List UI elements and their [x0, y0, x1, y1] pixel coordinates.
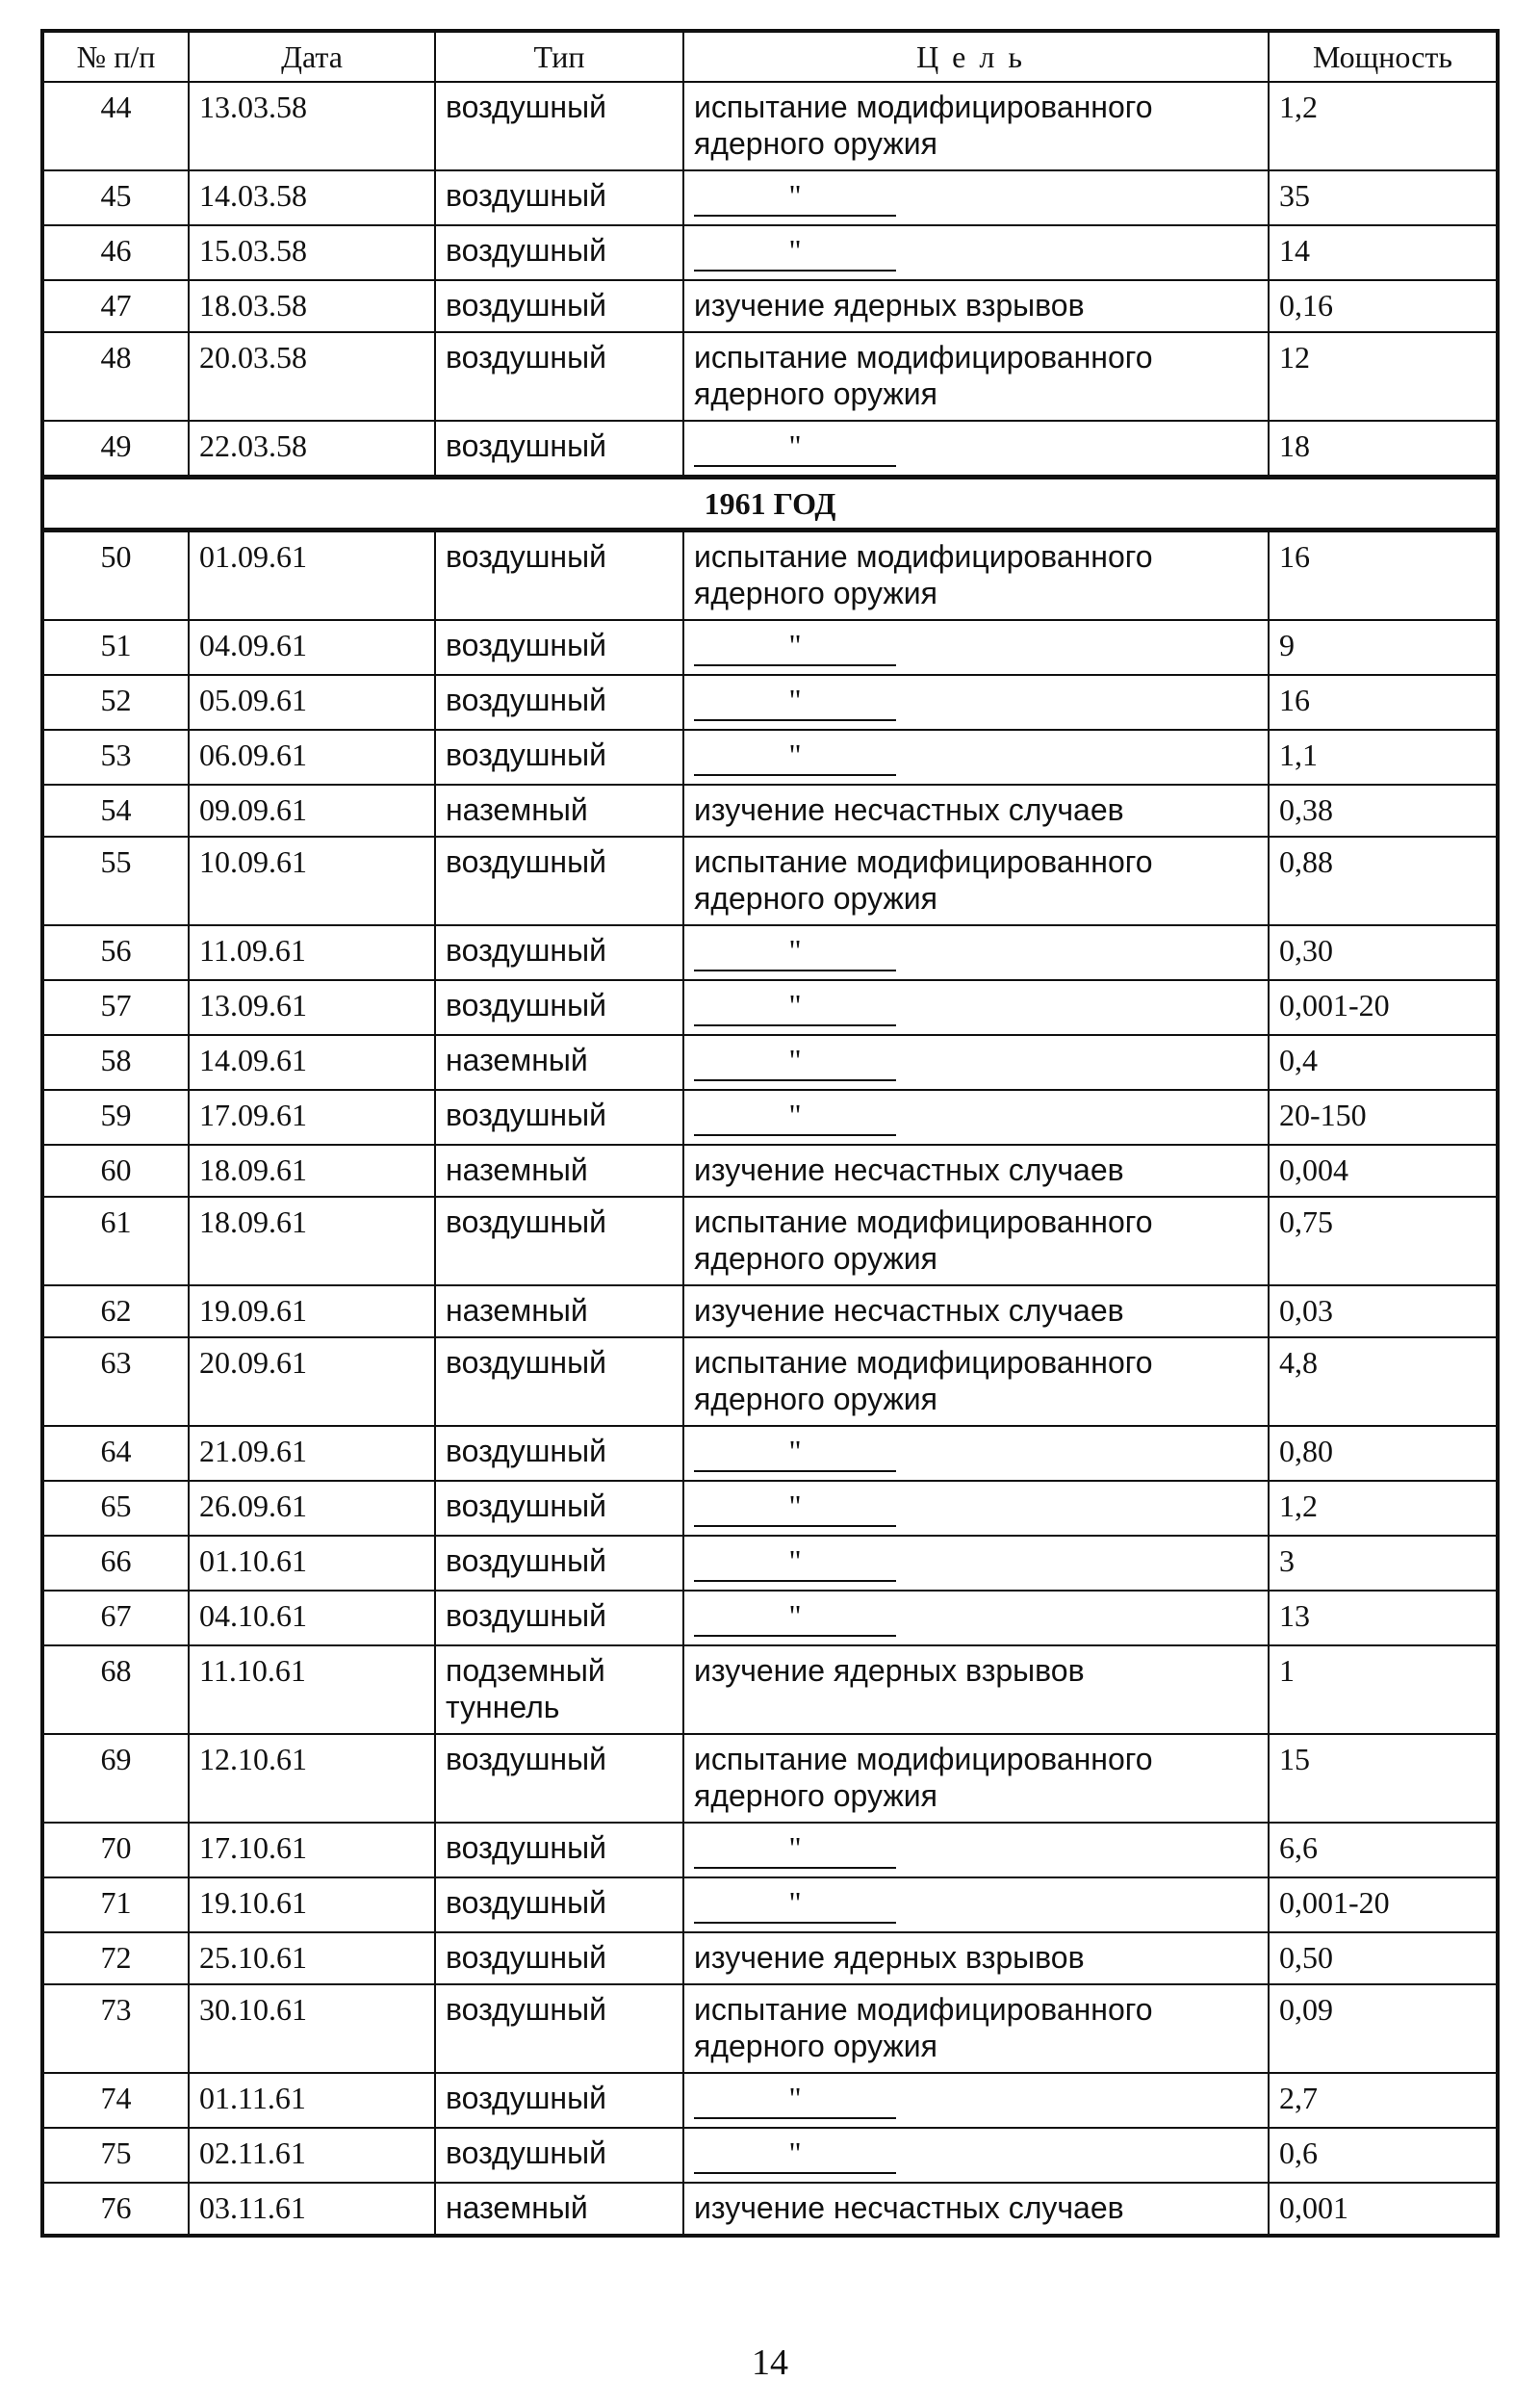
row-number: 75 — [42, 2128, 189, 2183]
row-type: воздушный — [435, 730, 683, 785]
row-goal: испытание модифицированного ядерного оружия — [683, 1197, 1269, 1285]
row-date: 21.09.61 — [189, 1426, 435, 1481]
row-goal: испытание модифицированного ядерного оружия — [683, 837, 1269, 925]
row-power: 0,38 — [1269, 785, 1498, 837]
row-power: 0,001-20 — [1269, 1877, 1498, 1932]
table-row — [42, 785, 1498, 837]
row-power: 13 — [1269, 1591, 1498, 1645]
row-date: 26.09.61 — [189, 1481, 435, 1536]
row-type: воздушный — [435, 332, 683, 421]
row-type: воздушный — [435, 620, 683, 675]
table-row — [42, 1591, 1498, 1645]
row-type: воздушный — [435, 280, 683, 332]
row-power: 0,001 — [1269, 2183, 1498, 2236]
table-row — [42, 1481, 1498, 1536]
ditto-mark: " — [694, 635, 896, 666]
row-date: 22.03.58 — [189, 421, 435, 478]
row-type: наземный — [435, 2183, 683, 2236]
row-power: 4,8 — [1269, 1337, 1498, 1426]
row-power: 0,4 — [1269, 1035, 1498, 1090]
row-goal — [683, 925, 1269, 980]
row-power: 0,50 — [1269, 1932, 1498, 1984]
row-power: 35 — [1269, 170, 1498, 225]
row-date: 18.09.61 — [189, 1197, 435, 1285]
row-number: 47 — [42, 280, 189, 332]
ditto-mark: " — [694, 2088, 896, 2119]
row-power: 1,1 — [1269, 730, 1498, 785]
row-date: 18.09.61 — [189, 1145, 435, 1197]
row-goal: изучение несчастных случаев — [683, 1145, 1269, 1197]
row-power: 0,004 — [1269, 1145, 1498, 1197]
row-date: 30.10.61 — [189, 1984, 435, 2073]
row-date: 13.09.61 — [189, 980, 435, 1035]
table-row — [42, 1984, 1498, 2073]
row-type: воздушный — [435, 225, 683, 280]
row-type: воздушный — [435, 1877, 683, 1932]
row-goal: изучение ядерных взрывов — [683, 1932, 1269, 1984]
row-power: 0,09 — [1269, 1984, 1498, 2073]
row-date: 11.10.61 — [189, 1645, 435, 1734]
header-type: Тип — [435, 31, 683, 82]
row-number: 60 — [42, 1145, 189, 1197]
row-date: 25.10.61 — [189, 1932, 435, 1984]
ditto-mark: " — [694, 941, 896, 971]
header-date: Дата — [189, 31, 435, 82]
row-power: 16 — [1269, 531, 1498, 621]
rows-1958 — [42, 82, 1498, 478]
row-goal: испытание модифицированного ядерного оружия — [683, 1734, 1269, 1823]
row-type: воздушный — [435, 1481, 683, 1536]
row-number: 73 — [42, 1984, 189, 2073]
table-row — [42, 1197, 1498, 1285]
row-type: воздушный — [435, 1984, 683, 2073]
row-type: воздушный — [435, 421, 683, 478]
row-date: 19.10.61 — [189, 1877, 435, 1932]
table-row — [42, 1823, 1498, 1877]
table-row — [42, 1145, 1498, 1197]
ditto-mark: " — [694, 436, 896, 467]
row-goal — [683, 1035, 1269, 1090]
row-date: 03.11.61 — [189, 2183, 435, 2236]
ditto-mark: " — [694, 1105, 896, 1136]
row-number: 68 — [42, 1645, 189, 1734]
row-goal: изучение ядерных взрывов — [683, 280, 1269, 332]
row-number: 45 — [42, 170, 189, 225]
row-date: 11.09.61 — [189, 925, 435, 980]
row-date: 10.09.61 — [189, 837, 435, 925]
row-goal: изучение несчастных случаев — [683, 785, 1269, 837]
table-row — [42, 1090, 1498, 1145]
table-row — [42, 980, 1498, 1035]
row-date: 01.11.61 — [189, 2073, 435, 2128]
ditto-mark: " — [694, 241, 896, 272]
row-number: 46 — [42, 225, 189, 280]
row-type: воздушный — [435, 1090, 683, 1145]
row-date: 15.03.58 — [189, 225, 435, 280]
row-goal — [683, 170, 1269, 225]
document-page — [40, 29, 1496, 2238]
row-date: 05.09.61 — [189, 675, 435, 730]
row-number: 59 — [42, 1090, 189, 1145]
row-number: 44 — [42, 82, 189, 170]
row-power: 0,75 — [1269, 1197, 1498, 1285]
row-type: воздушный — [435, 170, 683, 225]
ditto-mark: " — [694, 1838, 896, 1869]
row-type: наземный — [435, 785, 683, 837]
table-row — [42, 1337, 1498, 1426]
row-power: 0,80 — [1269, 1426, 1498, 1481]
table-row — [42, 837, 1498, 925]
table-row — [42, 1932, 1498, 1984]
row-number: 51 — [42, 620, 189, 675]
row-number: 50 — [42, 531, 189, 621]
ditto-mark: " — [694, 1496, 896, 1527]
row-goal — [683, 2128, 1269, 2183]
row-goal — [683, 1877, 1269, 1932]
row-goal — [683, 620, 1269, 675]
table-row — [42, 421, 1498, 478]
ditto-mark: " — [694, 1893, 896, 1924]
table-row — [42, 170, 1498, 225]
row-type: воздушный — [435, 1337, 683, 1426]
row-power: 0,001-20 — [1269, 980, 1498, 1035]
table-row — [42, 1285, 1498, 1337]
ditto-mark: " — [694, 996, 896, 1026]
table-row — [42, 2073, 1498, 2128]
nuclear-tests-table — [40, 29, 1500, 2238]
row-power: 12 — [1269, 332, 1498, 421]
row-number: 49 — [42, 421, 189, 478]
row-type: воздушный — [435, 82, 683, 170]
ditto-mark: " — [694, 1606, 896, 1637]
row-type: наземный — [435, 1035, 683, 1090]
row-number: 70 — [42, 1823, 189, 1877]
row-date: 13.03.58 — [189, 82, 435, 170]
table-row — [42, 2128, 1498, 2183]
row-number: 64 — [42, 1426, 189, 1481]
table-row — [42, 531, 1498, 621]
row-goal: изучение несчастных случаев — [683, 2183, 1269, 2236]
row-date: 19.09.61 — [189, 1285, 435, 1337]
row-number: 67 — [42, 1591, 189, 1645]
row-date: 01.10.61 — [189, 1536, 435, 1591]
row-goal — [683, 675, 1269, 730]
row-goal — [683, 1426, 1269, 1481]
row-power: 1 — [1269, 1645, 1498, 1734]
row-goal — [683, 980, 1269, 1035]
ditto-mark: " — [694, 1551, 896, 1582]
row-power: 15 — [1269, 1734, 1498, 1823]
row-number: 69 — [42, 1734, 189, 1823]
row-type: воздушный — [435, 980, 683, 1035]
row-goal — [683, 1090, 1269, 1145]
row-date: 01.09.61 — [189, 531, 435, 621]
row-goal: испытание модифицированного ядерного оружия — [683, 1984, 1269, 2073]
rows-1961 — [42, 531, 1498, 2237]
row-power: 2,7 — [1269, 2073, 1498, 2128]
row-goal: испытание модифицированного ядерного оружия — [683, 332, 1269, 421]
row-number: 62 — [42, 1285, 189, 1337]
row-number: 53 — [42, 730, 189, 785]
row-power: 0,03 — [1269, 1285, 1498, 1337]
table-row — [42, 675, 1498, 730]
row-type: воздушный — [435, 675, 683, 730]
row-date: 02.11.61 — [189, 2128, 435, 2183]
row-power: 0,6 — [1269, 2128, 1498, 2183]
row-type: воздушный — [435, 837, 683, 925]
header-power: Мощность — [1269, 31, 1498, 82]
table-row — [42, 620, 1498, 675]
row-date: 09.09.61 — [189, 785, 435, 837]
table-row — [42, 225, 1498, 280]
row-type: воздушный — [435, 1734, 683, 1823]
row-number: 48 — [42, 332, 189, 421]
row-type: подземный туннель — [435, 1645, 683, 1734]
ditto-mark: " — [694, 2143, 896, 2174]
table-row — [42, 1035, 1498, 1090]
row-date: 04.09.61 — [189, 620, 435, 675]
table-header-row — [42, 31, 1498, 82]
table-row — [42, 730, 1498, 785]
table-row — [42, 1536, 1498, 1591]
row-goal — [683, 730, 1269, 785]
row-number: 66 — [42, 1536, 189, 1591]
row-number: 58 — [42, 1035, 189, 1090]
row-goal: испытание модифицированного ядерного оружия — [683, 531, 1269, 621]
row-type: воздушный — [435, 1536, 683, 1591]
table-row — [42, 280, 1498, 332]
row-number: 52 — [42, 675, 189, 730]
year-separator-row — [42, 478, 1498, 531]
row-power: 0,88 — [1269, 837, 1498, 925]
row-power: 20-150 — [1269, 1090, 1498, 1145]
row-type: воздушный — [435, 1932, 683, 1984]
row-goal: изучение несчастных случаев — [683, 1285, 1269, 1337]
row-date: 14.03.58 — [189, 170, 435, 225]
row-number: 61 — [42, 1197, 189, 1285]
row-type: воздушный — [435, 531, 683, 621]
ditto-mark: " — [694, 690, 896, 721]
row-type: воздушный — [435, 2073, 683, 2128]
row-type: воздушный — [435, 1823, 683, 1877]
row-power: 16 — [1269, 675, 1498, 730]
row-number: 55 — [42, 837, 189, 925]
table-row — [42, 332, 1498, 421]
ditto-mark: " — [694, 745, 896, 776]
row-date: 17.10.61 — [189, 1823, 435, 1877]
row-power: 1,2 — [1269, 1481, 1498, 1536]
row-number: 54 — [42, 785, 189, 837]
row-power: 0,30 — [1269, 925, 1498, 980]
row-date: 17.09.61 — [189, 1090, 435, 1145]
row-number: 76 — [42, 2183, 189, 2236]
row-goal — [683, 1823, 1269, 1877]
row-type: воздушный — [435, 2128, 683, 2183]
row-power: 1,2 — [1269, 82, 1498, 170]
row-date: 20.09.61 — [189, 1337, 435, 1426]
row-goal — [683, 2073, 1269, 2128]
table-row — [42, 1877, 1498, 1932]
row-date: 18.03.58 — [189, 280, 435, 332]
ditto-mark: " — [694, 1050, 896, 1081]
row-goal — [683, 225, 1269, 280]
table-row — [42, 82, 1498, 170]
row-date: 04.10.61 — [189, 1591, 435, 1645]
row-type: воздушный — [435, 1426, 683, 1481]
row-power: 18 — [1269, 421, 1498, 478]
row-power: 0,16 — [1269, 280, 1498, 332]
row-type: воздушный — [435, 1591, 683, 1645]
row-number: 72 — [42, 1932, 189, 1984]
row-number: 63 — [42, 1337, 189, 1426]
row-number: 71 — [42, 1877, 189, 1932]
row-date: 06.09.61 — [189, 730, 435, 785]
header-num: № п/п — [42, 31, 189, 82]
row-goal — [683, 1536, 1269, 1591]
row-goal: испытание модифицированного ядерного оружия — [683, 82, 1269, 170]
table-row — [42, 1645, 1498, 1734]
row-goal — [683, 421, 1269, 478]
row-power: 9 — [1269, 620, 1498, 675]
row-goal — [683, 1591, 1269, 1645]
row-date: 14.09.61 — [189, 1035, 435, 1090]
row-date: 20.03.58 — [189, 332, 435, 421]
page-number: 14 — [752, 2342, 788, 2383]
ditto-mark: " — [694, 1441, 896, 1472]
table-row — [42, 925, 1498, 980]
row-type: наземный — [435, 1145, 683, 1197]
row-goal: изучение ядерных взрывов — [683, 1645, 1269, 1734]
ditto-mark: " — [694, 186, 896, 217]
row-goal: испытание модифицированного ядерного оружия — [683, 1337, 1269, 1426]
row-type: наземный — [435, 1285, 683, 1337]
row-type: воздушный — [435, 1197, 683, 1285]
row-number: 57 — [42, 980, 189, 1035]
table-row — [42, 1734, 1498, 1823]
row-number: 56 — [42, 925, 189, 980]
header-goal: Цель — [683, 31, 1269, 82]
row-power: 6,6 — [1269, 1823, 1498, 1877]
row-date: 12.10.61 — [189, 1734, 435, 1823]
table-row — [42, 1426, 1498, 1481]
row-number: 65 — [42, 1481, 189, 1536]
year-heading: 1961 ГОД — [42, 478, 1498, 531]
row-power: 3 — [1269, 1536, 1498, 1591]
row-power: 14 — [1269, 225, 1498, 280]
row-number: 74 — [42, 2073, 189, 2128]
table-row — [42, 2183, 1498, 2236]
row-goal — [683, 1481, 1269, 1536]
row-type: воздушный — [435, 925, 683, 980]
